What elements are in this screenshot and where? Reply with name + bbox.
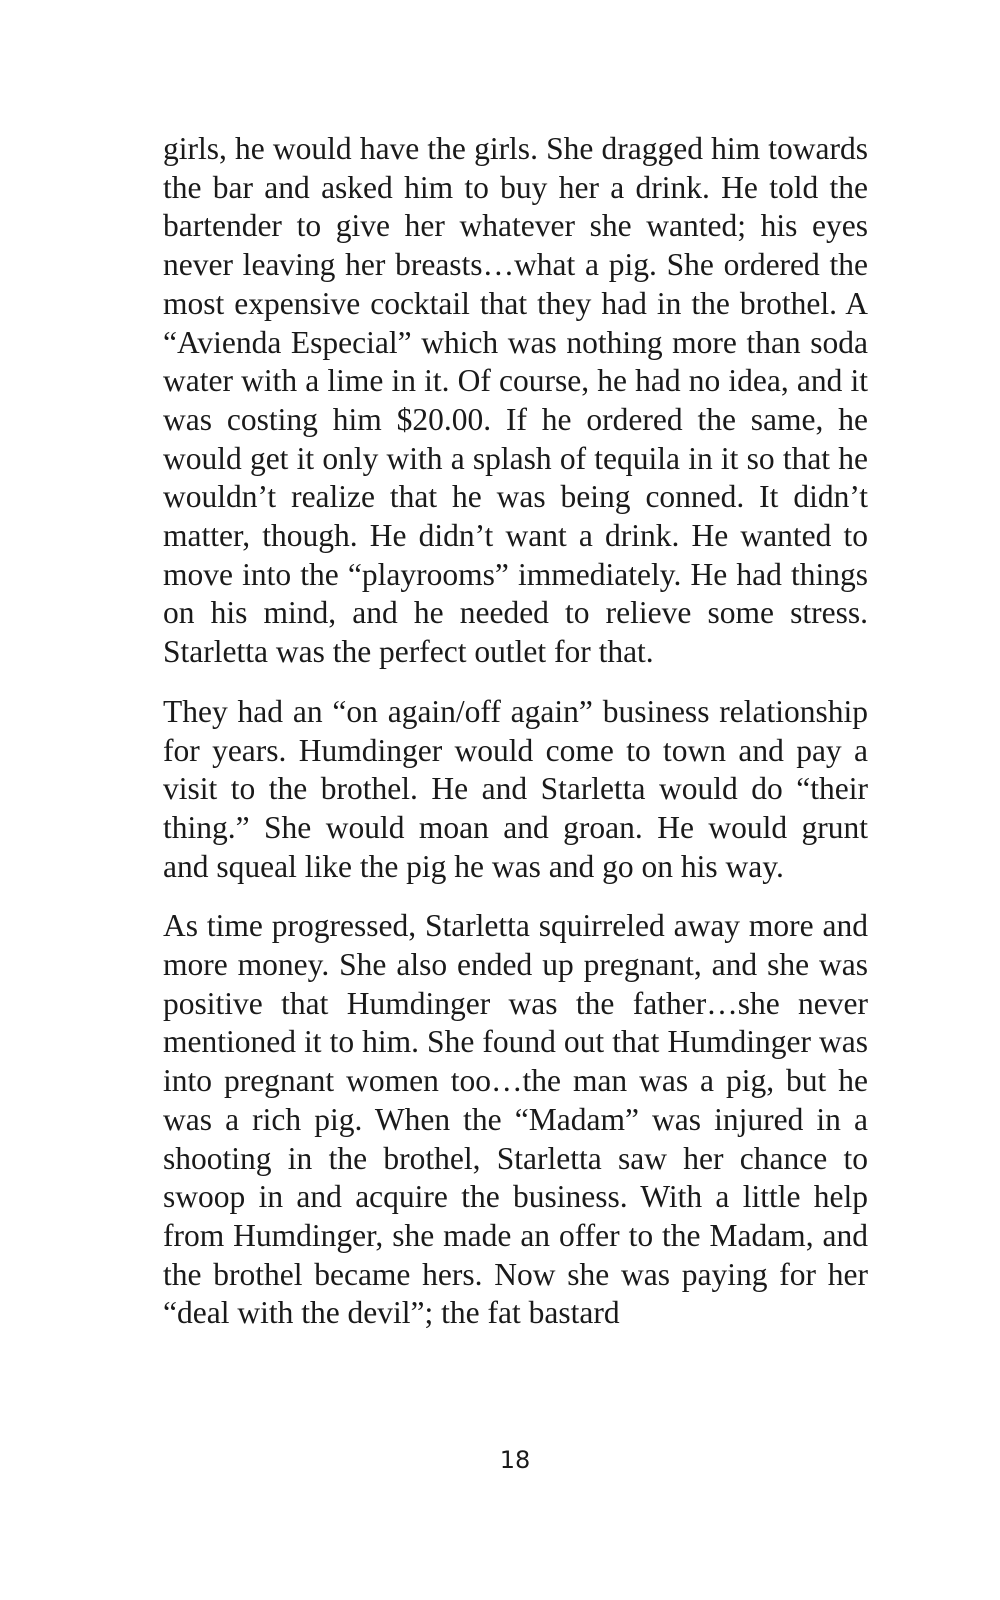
- paragraph-2: They had an “on again/off again” business relationship for years. Humdinger would come to town and pay a visit to the brothel. He and Starletta would do “their thing.” She would moan and groan. He would grunt and squeal like the pig he was and go on his way.: [163, 693, 868, 884]
- paragraph-1: girls, he would have the girls. She dragged him towards the bar and asked him to buy her a drink. He told the bartender to give her whatever she wanted; his eyes never leaving her breasts…what a pig. She ordered the most expensive cocktail that they had in the brothel. A “Avienda Especial” which was nothing more than soda water with a lime in it. Of course, he had no idea, and it was costing him $20.00. If he ordered the same, he would get it only with a splash of tequila in it so that he wouldn’t realize that he was being conned. It didn’t matter, though. He didn’t want a drink. He wanted to move into the “playrooms” immediately. He had things on his mind, and he needed to relieve some stress. Starletta was the perfect outlet for that.: [163, 131, 868, 670]
- body-text: [163, 130, 868, 1354]
- paragraph-3: As time progressed, Starletta squirreled away more and more money. She also ended up pregnant, and she was positive that Humdinger was the father…she never mentioned it to him. She found out that Humdinger was into pregnant women too…the man was a pig, but he was a rich pig. When the “Madam” was injured in a shooting in the brothel, Starletta saw her chance to swoop in and acquire the business. With a little help from Humdinger, she made an offer to the Madam, and the brothel became hers. Now she was paying for her “deal with the devil”; the fat bastard: [163, 908, 868, 1331]
- page-number: 18: [499, 1446, 531, 1474]
